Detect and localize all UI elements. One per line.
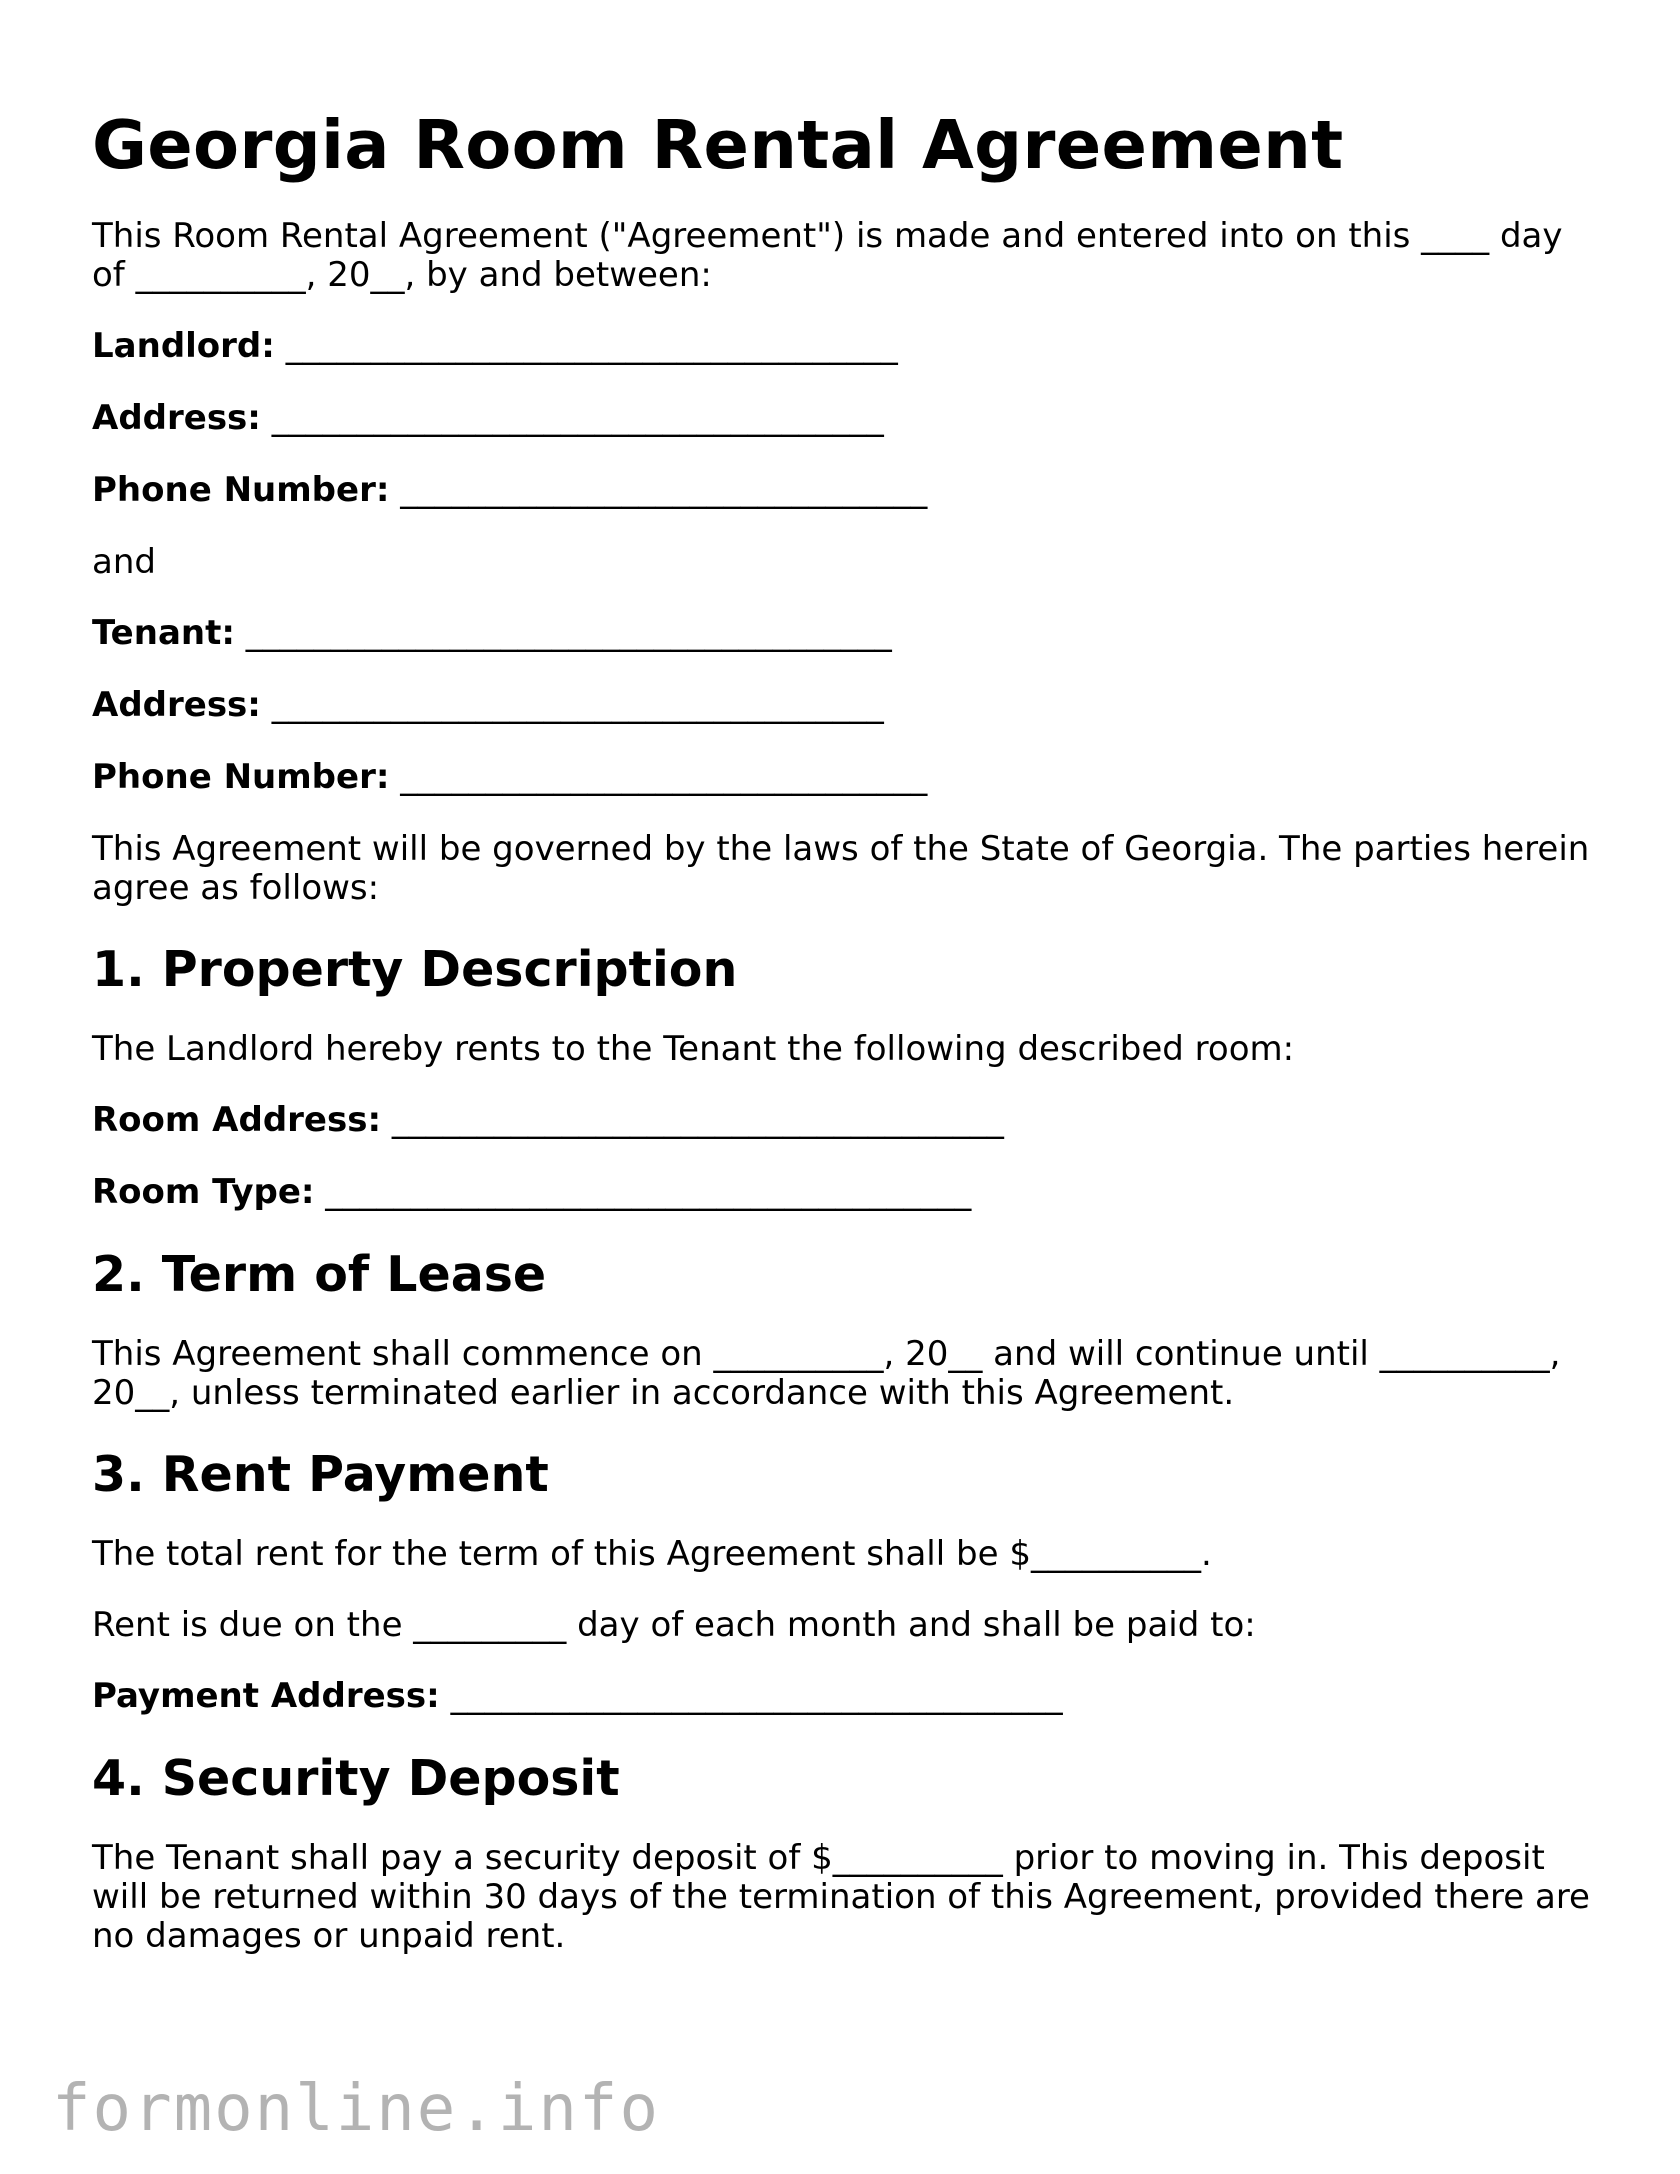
landlord-phone-field — [92, 471, 1592, 510]
section-heading-deposit: 4. Security Deposit — [92, 1750, 620, 1808]
landlord-name-blank: ____________________________________ — [285, 326, 898, 367]
landlord-name-label: Landlord: — [92, 326, 275, 367]
payment-address-label: Payment Address: — [92, 1676, 440, 1717]
document — [92, 105, 1592, 1988]
tenant-phone-blank: _______________________________ — [400, 757, 928, 798]
deposit-paragraph: The Tenant shall pay a security deposit of $__________ prior to moving in. This deposit will be returned within 30 days of the termination of this Agreement, provided there are no damages or unpaid rent. — [92, 1838, 1590, 1957]
section-heading-property: 1. Property Description — [92, 941, 738, 999]
tenant-address-field — [92, 686, 1592, 725]
tenant-address-blank: ____________________________________ — [271, 685, 884, 726]
landlord-address-field — [92, 399, 1592, 438]
room-type-blank: ______________________________________ — [325, 1172, 972, 1213]
room-address-blank: ____________________________________ — [391, 1100, 1004, 1141]
room-type-field — [92, 1173, 1592, 1212]
landlord-address-label: Address: — [92, 398, 261, 439]
payment-address-blank: ____________________________________ — [450, 1676, 1063, 1717]
governing-paragraph: This Agreement will be governed by the laws of the State of Georgia. The parties herein agree as follows: — [92, 829, 1590, 909]
section-heading-term: 2. Term of Lease — [92, 1246, 547, 1304]
tenant-name-blank: ______________________________________ — [245, 613, 892, 654]
tenant-phone-label: Phone Number: — [92, 757, 390, 798]
rent-total-paragraph: The total rent for the term of this Agreement shall be $__________. — [92, 1534, 1212, 1575]
tenant-address-label: Address: — [92, 685, 261, 726]
property-paragraph: The Landlord hereby rents to the Tenant the following described room: — [92, 1029, 1295, 1070]
tenant-phone-field — [92, 758, 1592, 797]
landlord-phone-label: Phone Number: — [92, 470, 390, 511]
term-paragraph: This Agreement shall commence on __________, 20__ and will continue until __________, 20__, unless terminated earlier in accordance with this Agreement. — [92, 1334, 1561, 1414]
intro-paragraph: This Room Rental Agreement ("Agreement") is made and entered into on this ____ day of __________, 20__, by and between: — [92, 216, 1563, 296]
rent-due-paragraph: Rent is due on the _________ day of each month and shall be paid to: — [92, 1605, 1256, 1646]
landlord-address-blank: ____________________________________ — [271, 398, 884, 439]
payment-address-field — [92, 1677, 1592, 1716]
landlord-name-field — [92, 327, 1592, 366]
room-type-label: Room Type: — [92, 1172, 315, 1213]
landlord-phone-blank: _______________________________ — [400, 470, 928, 511]
room-address-field — [92, 1101, 1592, 1140]
section-heading-rent: 3. Rent Payment — [92, 1446, 549, 1504]
room-address-label: Room Address: — [92, 1100, 382, 1141]
tenant-name-label: Tenant: — [92, 613, 235, 654]
document-title: Georgia Room Rental Agreement — [92, 106, 1344, 184]
watermark: formonline.info — [52, 2072, 660, 2146]
tenant-name-field — [92, 614, 1592, 653]
and-text: and — [92, 542, 156, 583]
